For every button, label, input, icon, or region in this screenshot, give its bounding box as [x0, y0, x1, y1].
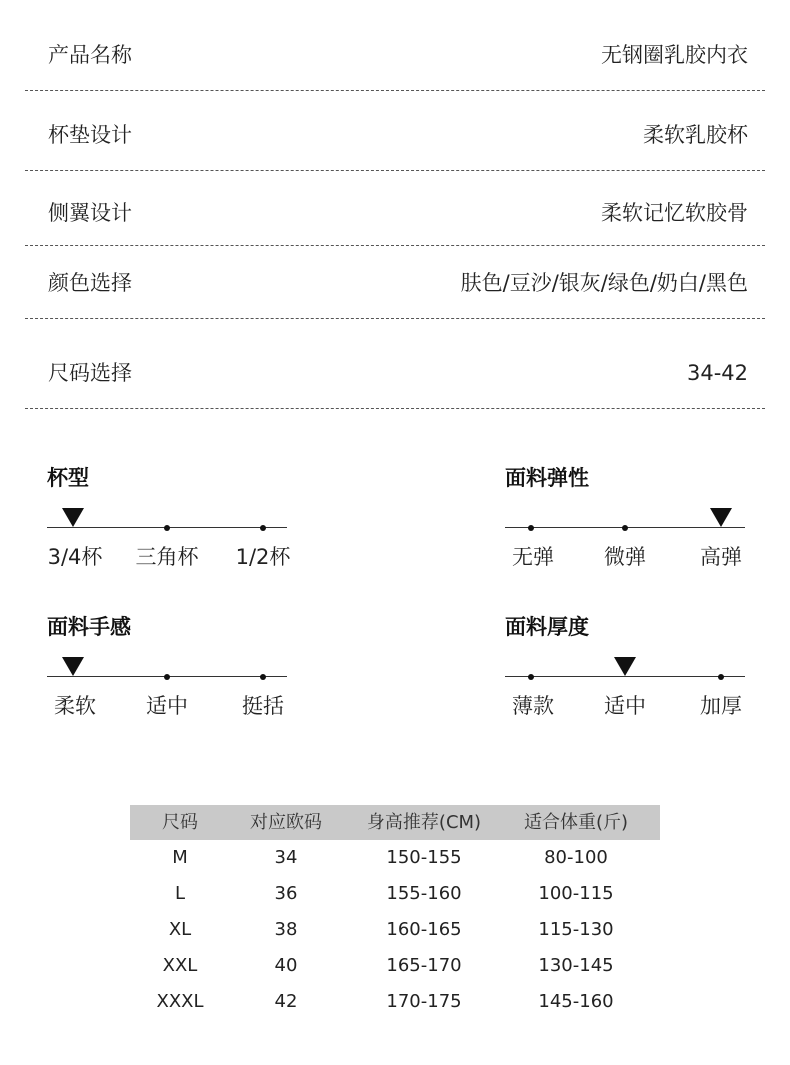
scale-title: 面料弹性: [505, 466, 589, 490]
scale-fabric-thickness: [505, 612, 747, 722]
scale-option-label: 高弹: [700, 545, 742, 569]
table-header-cell: 对应欧码: [250, 812, 322, 833]
spec-row-side-wing: [48, 198, 748, 228]
scale-cup-type: [47, 463, 289, 573]
selected-triangle-icon: [710, 508, 732, 527]
table-cell: 160-165: [386, 919, 462, 940]
scale-track: [505, 676, 745, 677]
table-cell: 130-145: [538, 955, 614, 976]
spec-label: 侧翼设计: [48, 201, 132, 225]
table-row: [0, 876, 790, 912]
scale-option-label: 挺括: [242, 694, 284, 718]
spec-value: 柔软乳胶杯: [643, 123, 748, 147]
selected-triangle-icon: [62, 657, 84, 676]
dashed-divider: [25, 408, 765, 409]
scale-option-label: 无弹: [512, 545, 554, 569]
tick-dot: [528, 674, 534, 680]
table-cell: 155-160: [386, 883, 462, 904]
scale-option-label: 1/2杯: [235, 545, 291, 569]
table-cell: M: [172, 847, 188, 868]
spec-row-cup-pad: [48, 120, 748, 150]
dashed-divider: [25, 245, 765, 246]
scale-title: 杯型: [47, 466, 89, 490]
tick-dot: [718, 674, 724, 680]
table-row: [0, 912, 790, 948]
table-header-cell: 尺码: [162, 812, 198, 833]
table-header-cell: 适合体重(斤): [523, 812, 629, 833]
scale-option-label: 适中: [146, 694, 188, 718]
dashed-divider: [25, 90, 765, 91]
table-cell: 38: [274, 919, 298, 940]
table-cell: 80-100: [544, 847, 608, 868]
spec-value: 无钢圈乳胶内衣: [601, 43, 748, 67]
spec-row-colors: [48, 268, 748, 298]
scale-option-label: 柔软: [54, 694, 96, 718]
tick-dot: [528, 525, 534, 531]
scale-title: 面料厚度: [505, 615, 589, 639]
table-cell: 115-130: [538, 919, 614, 940]
table-row: [0, 840, 790, 876]
size-table-header: [0, 805, 790, 840]
table-cell: 165-170: [386, 955, 462, 976]
spec-row-sizes: [48, 358, 748, 388]
spec-row-product-name: [48, 40, 748, 70]
scale-option-label: 3/4杯: [47, 545, 103, 569]
selected-triangle-icon: [62, 508, 84, 527]
scale-option-label: 加厚: [700, 694, 742, 718]
tick-dot: [260, 674, 266, 680]
tick-dot: [260, 525, 266, 531]
scale-fabric-feel: [47, 612, 289, 722]
scale-title: 面料手感: [47, 615, 131, 639]
table-cell: L: [174, 883, 186, 904]
dashed-divider: [25, 318, 765, 319]
spec-value: 柔软记忆软胶骨: [601, 201, 748, 225]
dashed-divider: [25, 170, 765, 171]
table-cell: XXL: [162, 955, 198, 976]
tick-dot: [622, 525, 628, 531]
table-cell: 145-160: [538, 991, 614, 1012]
scale-option-label: 三角杯: [135, 545, 199, 569]
scale-option-label: 适中: [604, 694, 646, 718]
spec-value: 34-42: [686, 361, 748, 385]
scale-option-label: 薄款: [512, 694, 554, 718]
table-cell: 170-175: [386, 991, 462, 1012]
table-header-cell: 身高推荐(CM): [366, 812, 482, 833]
table-cell: 40: [274, 955, 298, 976]
table-row: [0, 948, 790, 984]
table-cell: XXXL: [156, 991, 204, 1012]
spec-label: 尺码选择: [48, 361, 132, 385]
scale-fabric-elasticity: [505, 463, 747, 573]
spec-label: 产品名称: [48, 43, 132, 67]
selected-triangle-icon: [614, 657, 636, 676]
table-cell: 34: [274, 847, 298, 868]
table-cell: 42: [274, 991, 298, 1012]
table-cell: 100-115: [538, 883, 614, 904]
table-cell: 36: [274, 883, 298, 904]
scale-option-label: 微弹: [604, 545, 646, 569]
tick-dot: [164, 674, 170, 680]
spec-label: 杯垫设计: [48, 123, 132, 147]
table-cell: 150-155: [386, 847, 462, 868]
table-row: [0, 984, 790, 1020]
tick-dot: [164, 525, 170, 531]
spec-label: 颜色选择: [48, 271, 132, 295]
spec-value: 肤色/豆沙/银灰/绿色/奶白/黑色: [460, 271, 748, 295]
table-cell: XL: [168, 919, 192, 940]
